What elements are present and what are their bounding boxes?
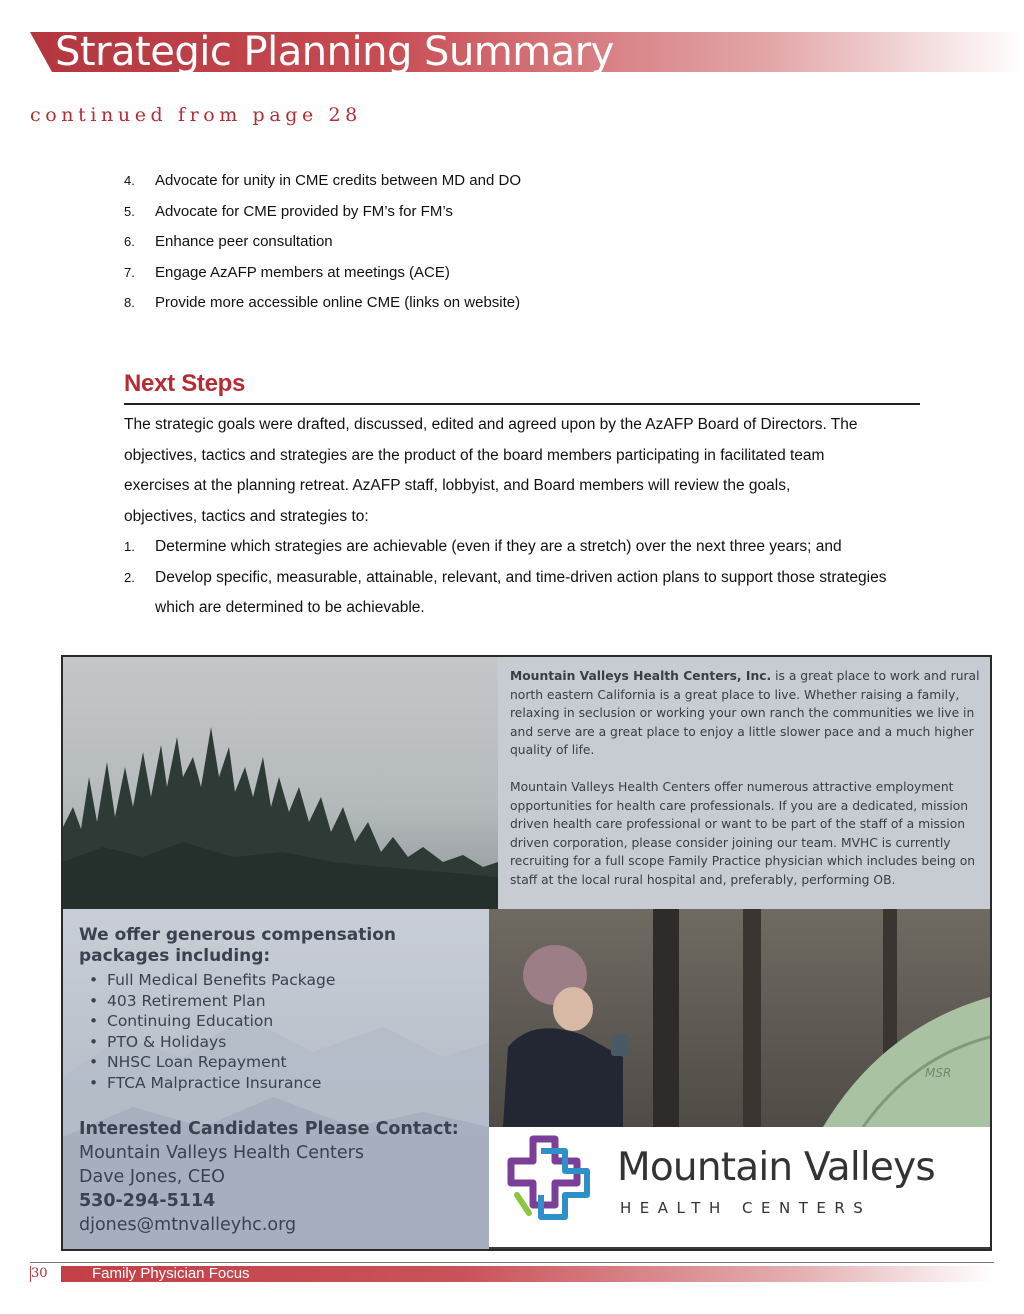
contact-heading: Interested Candidates Please Contact: <box>79 1119 459 1139</box>
ad-paragraph: Mountain Valleys Health Centers offer numerous attractive employment opportunities for health care professionals. If you are a dedicated, mission driven health care professional or want to be part of the staff of a mission driven corporation, please consider joining our team. MVHC is currently recruiting for a full scope Family Practice physician which includes being on staff at the local rural hospital and, preferably, performing OB. <box>510 780 976 887</box>
list-item: 5. Advocate for CME provided by FM’s for FM’s <box>124 202 453 220</box>
list-item: • PTO & Holidays <box>79 1032 499 1053</box>
list-item: 1. Determine which strategies are achievable (even if they are a stretch) over the next three years; and <box>124 538 842 555</box>
body-line: exercises at the planning retreat. AzAFP staff, lobbyist, and Board members will review the goals, <box>124 477 791 494</box>
list-item: • FTCA Malpractice Insurance <box>79 1073 499 1094</box>
next-steps-heading: Next Steps <box>124 370 246 397</box>
list-item: 4. Advocate for unity in CME credits between MD and DO <box>124 172 521 189</box>
bullet-icon: • <box>89 991 99 1010</box>
list-item: 2. Develop specific, measurable, attainable, relevant, and time-driven action plans to support those strategies which are determined to be achievable. <box>124 568 887 616</box>
body-line: objectives, tactics and strategies are the product of the board members participating in facilitated team <box>124 446 825 464</box>
list-item: • 403 Retirement Plan <box>79 991 499 1012</box>
steps-list <box>124 532 924 624</box>
list-item: • Full Medical Benefits Package <box>79 970 499 991</box>
recruitment-ad <box>61 655 992 1251</box>
contact-org: Mountain Valleys Health Centers <box>79 1143 364 1163</box>
list-item: • NHSC Loan Repayment <box>79 1052 499 1073</box>
continued-note: continued from page 28 <box>30 104 362 126</box>
org-name: Mountain Valleys Health Centers, Inc. <box>510 669 772 683</box>
tree-trunk <box>743 909 761 1149</box>
bullet-icon: • <box>89 1012 99 1031</box>
benefits-heading: packages including: <box>79 946 271 966</box>
mug <box>611 1034 629 1056</box>
logo <box>489 1127 991 1247</box>
objectives-list <box>124 170 944 323</box>
list-item: 8. Provide more accessible online CME (links on website) <box>124 294 521 311</box>
bullet-icon: • <box>89 1053 99 1072</box>
bullet-icon: • <box>89 971 99 989</box>
next-steps-body <box>124 410 924 624</box>
benefits-section <box>79 925 499 1094</box>
face <box>553 987 593 1031</box>
logo-wordmark: Mountain Valleys <box>617 1145 935 1190</box>
body-line: The strategic goals were drafted, discussed, edited and agreed upon by the AzAFP Board of Directors. The <box>124 416 858 433</box>
footer-divider <box>30 1262 994 1263</box>
ad-intro <box>510 667 988 908</box>
bullet-icon: • <box>89 1032 99 1051</box>
ad-paragraph: Mountain Valleys Health Centers, Inc. is a great place to work and rural north eastern California is a great place to live. Whether raising a family, relaxing in seclusion or working your own ranch the communities we live in and serve are a great place to enjoy a little slower pace and a much higher quality of life. <box>510 669 980 757</box>
page-title: Strategic Planning Summary <box>55 29 614 75</box>
body-line: objectives, tactics and strategies to: <box>124 507 369 525</box>
list-item: 7. Engage AzAFP members at meetings (ACE) <box>124 263 450 281</box>
list-item: • Continuing Education <box>79 1011 499 1032</box>
contact-person: Dave Jones, CEO <box>79 1167 225 1187</box>
logo-subtitle: HEALTH CENTERS <box>620 1199 872 1217</box>
tent-brand: MSR <box>925 1066 952 1080</box>
contact-email: djones@mtnvalleyhc.org <box>79 1215 297 1235</box>
bullet-icon: • <box>89 1073 99 1092</box>
contact-section <box>79 1117 499 1237</box>
benefits-heading: We offer generous compensation <box>79 925 397 945</box>
benefits-list <box>79 970 499 1094</box>
section-divider <box>124 403 920 405</box>
publication-name: Family Physician Focus <box>92 1265 250 1282</box>
contact-phone: 530-294-5114 <box>79 1191 216 1211</box>
page-number: 30 <box>31 1266 61 1282</box>
tree-trunk <box>653 909 679 1149</box>
list-item: 6. Enhance peer consultation <box>124 233 333 250</box>
logo-cross-icon <box>499 1131 599 1243</box>
